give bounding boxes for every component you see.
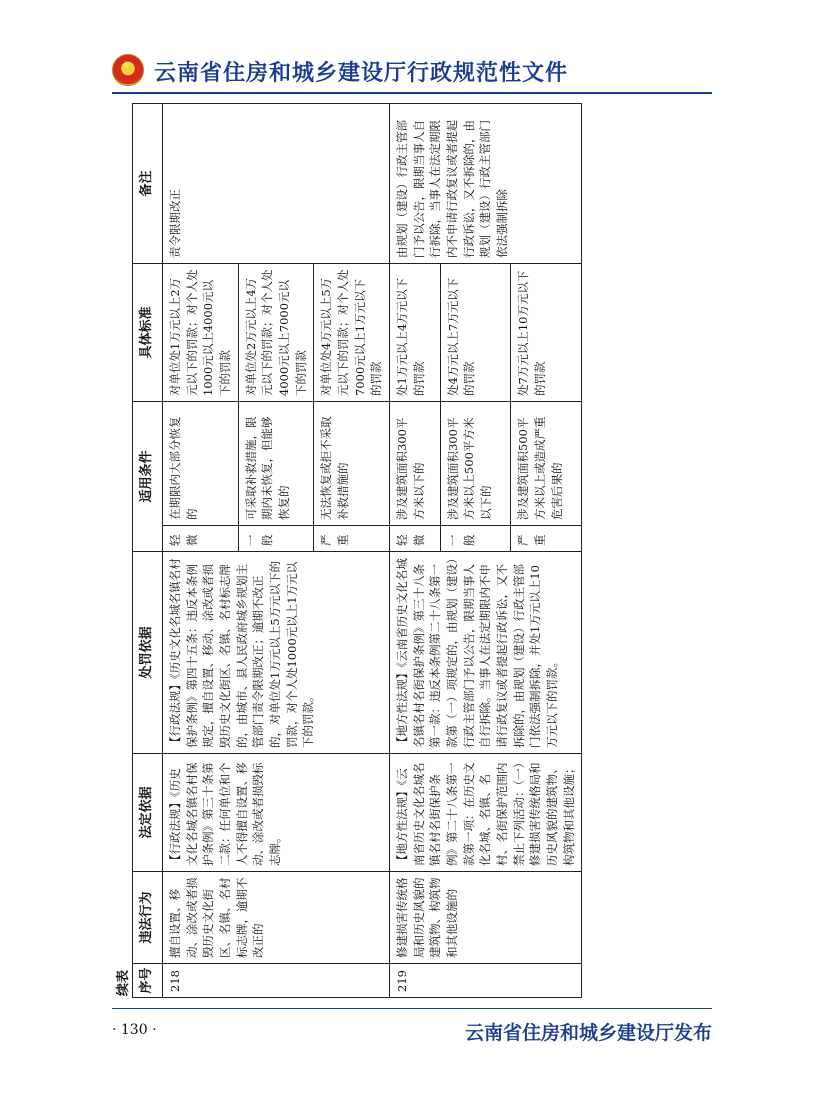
- page-number: · 130 ·: [112, 1022, 157, 1038]
- row-condition: 涉及建筑面积300平方米以下的: [389, 401, 440, 525]
- rotated-table-page: [112, 102, 712, 998]
- table-row: [162, 103, 238, 997]
- row-level: 严重: [511, 526, 582, 552]
- row-condition: 涉及建筑面积300平方米以上500平方米以下的: [440, 401, 511, 525]
- header-penalty-basis: 处罚依据: [133, 552, 163, 754]
- table-row: [389, 103, 440, 997]
- row-level: 一般: [440, 526, 511, 552]
- row-level: 轻微: [162, 526, 238, 552]
- row-condition: 无法恢复或拒不采取补救措施的: [314, 401, 390, 525]
- row-standard: 处1万元以上4万元以下的罚款: [389, 263, 440, 401]
- row-standard: 对单位处1万元以上2万元以下的罚款；对个人处1000元以上4000元以下的罚款: [162, 263, 238, 401]
- row-violation: 修建损害传统格局和历史风貌的建筑物、构筑物和其他设施的: [389, 872, 581, 964]
- table-header-row: [133, 103, 163, 997]
- header-seq: 序号: [133, 964, 163, 998]
- row-level: 轻微: [389, 526, 440, 552]
- row-remarks: 由规划（建设）行政主管部门予以公告，限期当事人自行拆除，当事人在法定期限内不申请行政复议或者提起行政诉讼，又不拆除的，由规划（建设）行政主管部门依法强制拆除: [389, 103, 581, 263]
- row-condition: 可采取补救措施，限期内未恢复，但能够恢复的: [238, 401, 314, 525]
- national-emblem-icon: ★: [112, 54, 144, 86]
- row-violation: 擅自设置、移动、涂改或者损毁历史文化街区、名镇、名村标志牌，逾期不改正的: [162, 872, 389, 964]
- row-level: 严重: [314, 526, 390, 552]
- row-remarks: 责令限期改正: [162, 103, 389, 263]
- footer-divider: [112, 1008, 712, 1009]
- row-seq: 218: [162, 964, 389, 998]
- continued-label: 续表: [116, 969, 131, 996]
- page-header: [112, 50, 712, 90]
- row-seq: 219: [389, 964, 581, 998]
- row-standard: 对单位处4万元以上5万元以下的罚款；对个人处7000元以上1万元以下的罚款: [314, 263, 390, 401]
- publisher-label: 云南省住房和城乡建设厅发布: [464, 1022, 712, 1044]
- row-level: 一般: [238, 526, 314, 552]
- row-penalty-basis: 【行政法规】《历史文化名城名镇名村保护条例》第四十五条：违反本条例规定，擅自设置、移动、涂改或者损毁历史文化街区、名镇、名村标志牌的，由城市、县人民政府城乡规划主管部门责令限期改正；逾期不改正的，对单位处1万元以上5万元以下的罚款，对个人处1000元以上1万元以下的罚款。: [162, 552, 389, 754]
- row-legal-basis: 【地方性法规】《云南省历史文化名城名镇名村名街保护条例》第二十八条第一款第一项：在历史文化名城、名镇、名村、名街保护范围内禁止下列活动：（一）修建损害传统格局和历史风貌的建筑物、构筑物和其他设施；: [389, 754, 581, 872]
- header-conditions: 适用条件: [133, 401, 163, 551]
- row-standard: 处7万元以上10万元以下的罚款: [511, 263, 582, 401]
- row-penalty-basis: 【地方性法规】《云南省历史文化名城名镇名村名街保护条例》第三十八条第一款：违反本条例第二十八条第一款第（一）项规定的，由规划（建设）行政主管部门予以公告，限期当事人自行拆除。当事人在法定期限内不申请行政复议或者提起行政诉讼，又不拆除的，由规划（建设）行政主管部门依法强制拆除，并处1万元以上10万元以下的罚款。: [389, 552, 581, 754]
- row-standard: 处4万元以上7万元以下的罚款: [440, 263, 511, 401]
- header-remarks: 备注: [133, 103, 163, 263]
- header-standards: 具体标准: [133, 263, 163, 401]
- row-standard: 对单位处2万元以上4万元以下的罚款；对个人处4000元以上7000元以下的罚款: [238, 263, 314, 401]
- header-legal-basis: 法定依据: [133, 754, 163, 872]
- row-legal-basis: 【行政法规】《历史文化名城名镇名村保护条例》第三十条第二款：任何单位和个人不得擅自设置、移动、涂改或者损毁标志牌。: [162, 754, 389, 872]
- document-title: 云南省住房和城乡建设厅行政规范性文件: [154, 61, 569, 86]
- row-condition: 涉及建筑面积500平方米以上或造成严重危害后果的: [511, 401, 582, 525]
- header-violation: 违法行为: [133, 872, 163, 964]
- penalty-table: [132, 103, 582, 998]
- row-condition: 在期限内大部分恢复的: [162, 401, 238, 525]
- table-area: [112, 102, 712, 998]
- header-divider: [112, 92, 712, 94]
